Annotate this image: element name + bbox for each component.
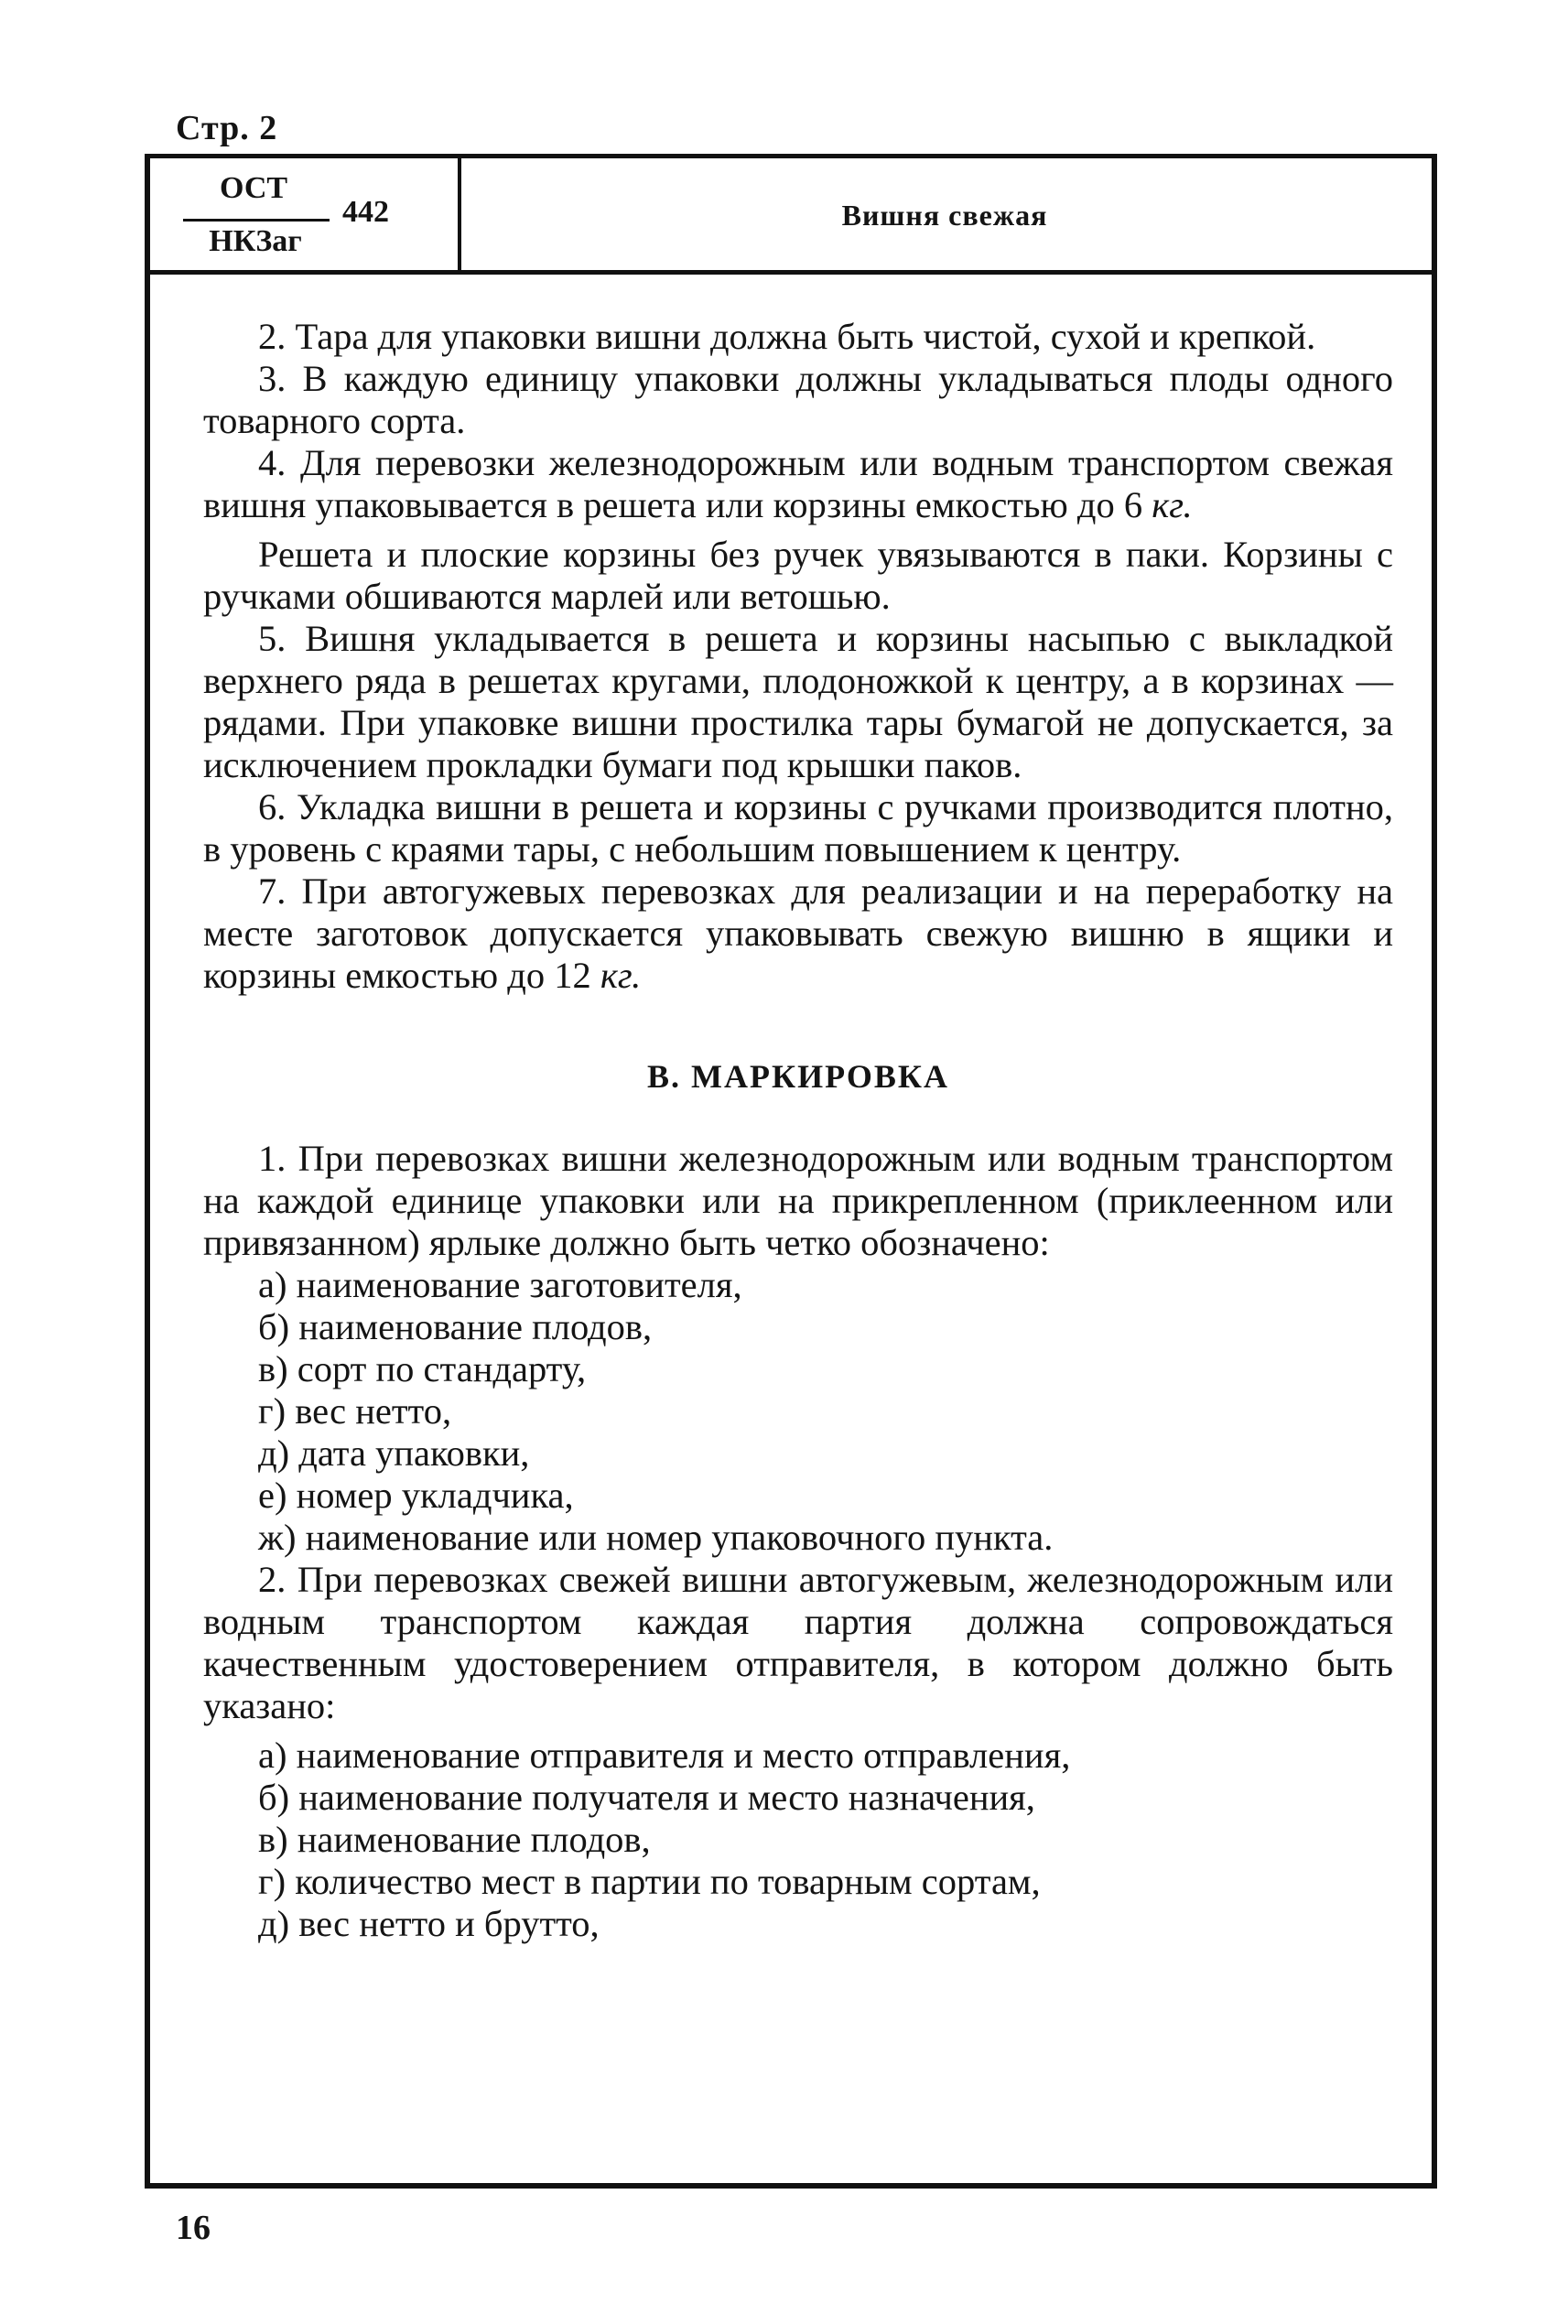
marking-list-2 — [203, 1735, 1393, 1945]
fraction-line — [183, 219, 330, 222]
header — [150, 158, 1432, 275]
paragraph-packaging-4 — [203, 442, 1393, 526]
list-item: в) наименование плодов, — [258, 1819, 651, 1860]
list-item: а) наименование отправителя и место отправления, — [258, 1735, 1071, 1776]
paragraph-packaging-6: 6. Укладка вишни в решета и корзины с ручками производится плотно, в уровень с краями тары, с небольшим повышением к центру. — [203, 786, 1393, 870]
document-title: Вишня свежая — [841, 199, 1048, 232]
paragraph-packaging-4b: Решета и плоские корзины без ручек увязываются в паки. Корзины с ручками обшиваются марлей или ветошью. — [203, 534, 1393, 617]
list-item: г) вес нетто, — [258, 1390, 452, 1432]
standard-numerator: ОСТ — [219, 171, 288, 205]
page-frame — [145, 154, 1437, 2189]
paragraph-packaging-4-text: 4. Для перевозки железнодорожным или водным транспортом свежая вишня упаковывается в решета или корзины емкостью до 6 — [203, 442, 1393, 525]
list-item: е) номер укладчика, — [258, 1475, 574, 1516]
paragraph-packaging-7-text: 7. При автогужевых перевозках для реализации и на переработку на месте заготовок допускается упаковывать свежую вишню в ящики и корзины емкостью до 12 — [203, 870, 1393, 996]
paragraph-packaging-3: 3. В каждую единицу упаковки должны укладываться плоды одного товарного сорта. — [203, 358, 1393, 441]
paragraph-marking-1: 1. При перевозках вишни железнодорожным или водным транспортом на каждой единице упаковки или на прикрепленном (приклеенном или привязанном) ярлыке должно быть четко обозначено: — [203, 1138, 1393, 1263]
unit-kg: кг. — [1152, 484, 1193, 525]
list-item: в) сорт по стандарту, — [258, 1348, 587, 1389]
list-item: б) наименование плодов, — [258, 1306, 653, 1347]
unit-kg: кг. — [600, 955, 642, 996]
marking-list-1 — [203, 1264, 1393, 1559]
section-heading-marking: В. МАРКИРОВКА — [647, 1058, 949, 1095]
standard-number: 442 — [342, 195, 389, 229]
list-item: д) вес нетто и брутто, — [258, 1903, 600, 1944]
paragraph-packaging-2: 2. Тара для упаковки вишни должна быть чистой, сухой и крепкой. — [258, 316, 1316, 357]
list-item: г) количество мест в партии по товарным сортам, — [258, 1861, 1041, 1902]
list-item: ж) наименование или номер упаковочного пункта. — [258, 1517, 1054, 1558]
list-item: д) дата упаковки, — [258, 1432, 530, 1474]
page-number: 16 — [176, 2209, 211, 2247]
page-body — [203, 316, 1393, 1945]
paragraph-packaging-7 — [203, 870, 1393, 997]
list-item: а) наименование заготовителя, — [258, 1264, 742, 1305]
list-item: б) наименование получателя и место назначения, — [258, 1777, 1035, 1818]
paragraph-packaging-5: 5. Вишня укладывается в решета и корзины насыпью с выкладкой верхнего ряда в решетах кругами, плодоножкой к центру, а в корзинах — рядами. При упаковке вишни простилка тары бумагой не допускается, за исключением прокладки бумаги под крышки паков. — [203, 618, 1393, 785]
page-label: Стр. 2 — [176, 109, 278, 147]
standard-code — [150, 158, 461, 270]
paragraph-marking-2: 2. При перевозках свежей вишни автогужевым, железнодорожным или водным транспортом каждая партия должна сопровождаться качественным удостоверением отправителя, в котором должно быть указано: — [203, 1559, 1393, 1726]
standard-denominator: НКЗаг — [209, 224, 302, 258]
